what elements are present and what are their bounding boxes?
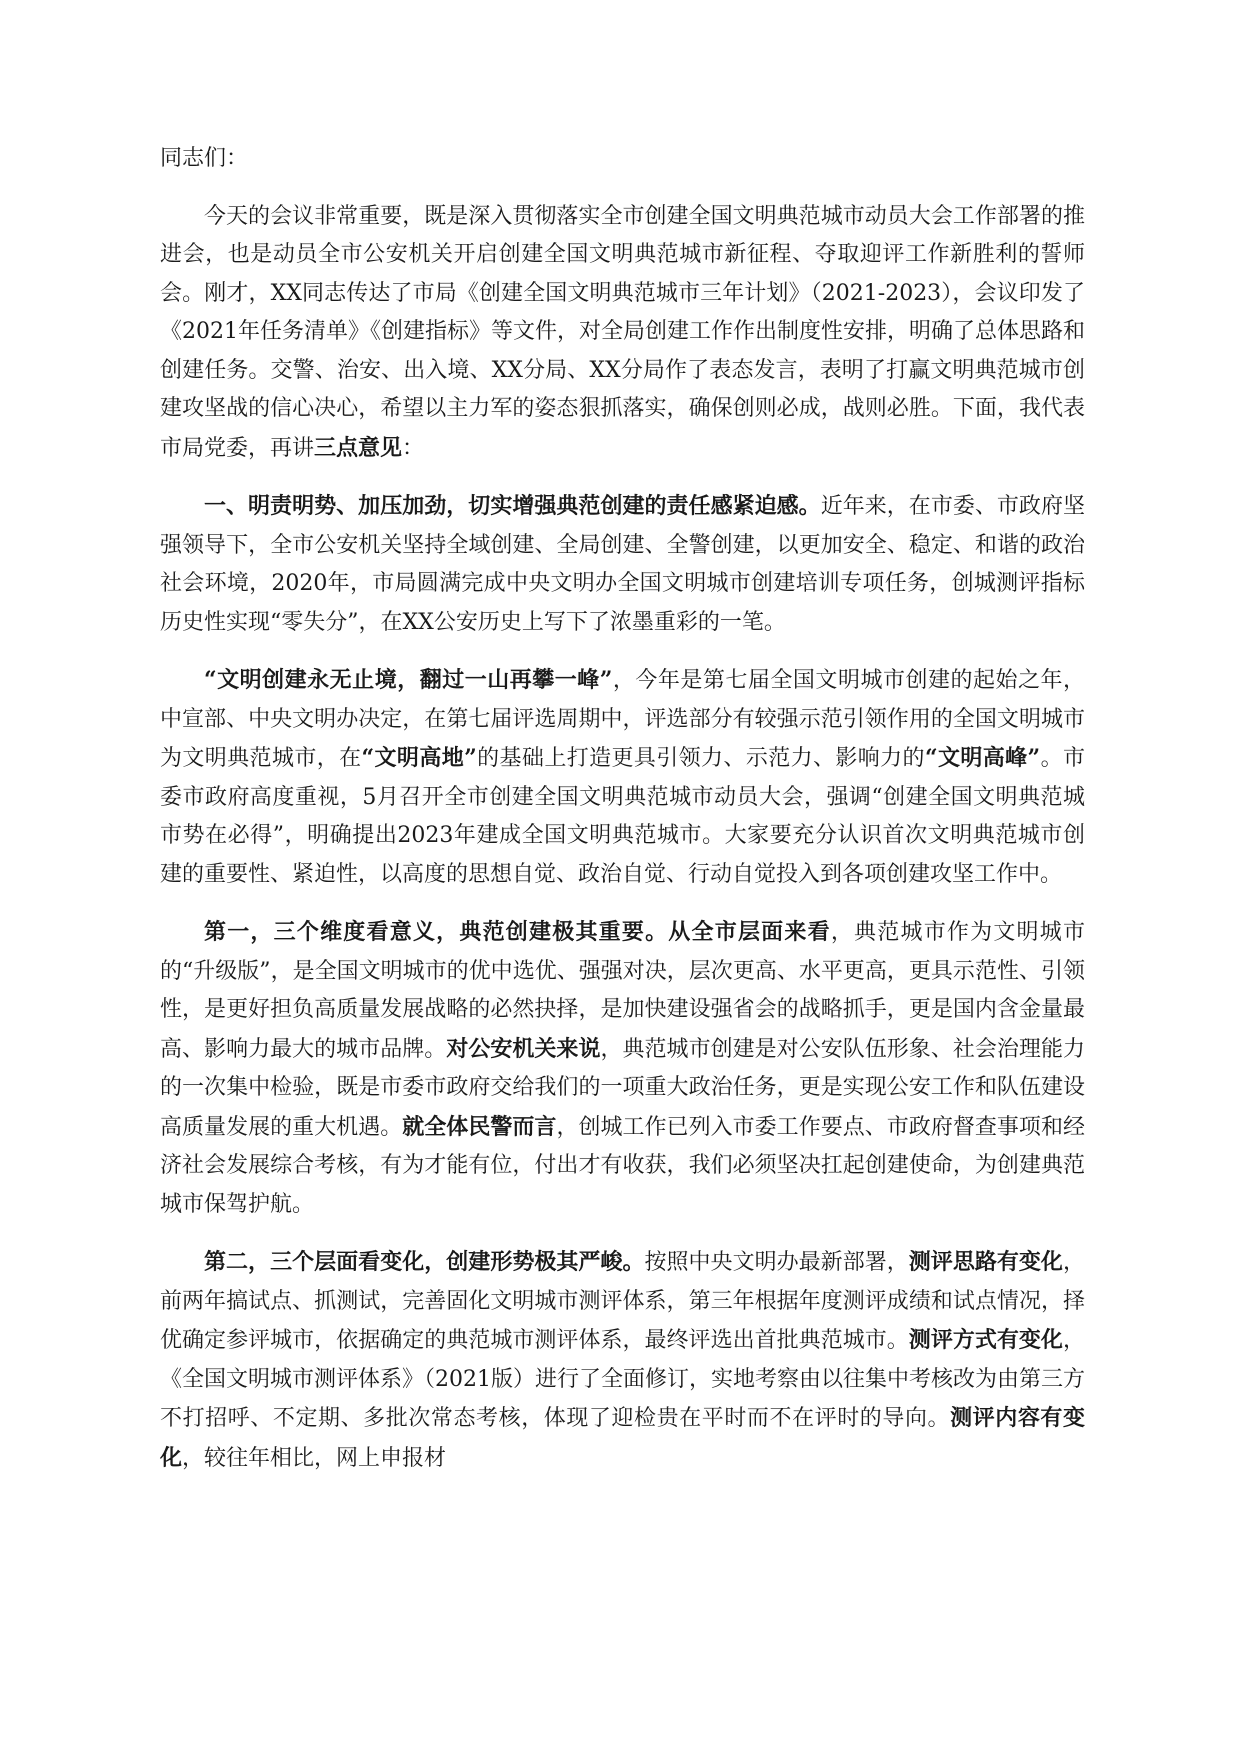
paragraph-text: 今天的会议非常重要，既是深入贯彻落实全市创建全国文明典范城市动员大会工作部署的推进会，也是动员全市公安机关开启创建全国文明典范城市新征程、夺取迎评工作新胜利的誓师会。刚才，XX同志传达了市局《创建全国文明典范城市三年计划》（2021-2023），会议印发了《2021年任务清单》《创建指标》等文件，对全局创建工作作出制度性安排，明确了总体思路和创建任务。交警、治安、出入境、XX分局、XX分局作了表态发言，表明了打赢文明典范城市创建攻坚战的信心决心，希望以主力军的姿态狠抓落实，确保创则必成，战则必胜。下面，我代表市局党委，再讲 xyxy=(160,203,1085,461)
bold-phrase: “文明高地” xyxy=(361,745,477,771)
paragraph-text: ，创城工作已列入市委工作要点、市政府督查事项和经济社会发展综合考核，有为才能有位，付出才有收获，我们必须坚决扛起创建使命，为创建典范城市保驾护航。 xyxy=(160,1114,1085,1217)
bold-phrase: 测评方式有变化 xyxy=(908,1327,1063,1353)
paragraph-text: 近年来，在市委、市政府坚强领导下，全市公安机关坚持全域创建、全局创建、全警创建，以更加安全、稳定、和谐的政治社会环境，2020年，市局圆满完成中央文明办全国文明城市创建培训专项任务，创城测评指标历史性实现“零失分”，在XX公安历史上写下了浓墨重彩的一笔。 xyxy=(160,494,1085,635)
bold-phrase: “文明创建永无止境，翻过一山再攀一峰” xyxy=(204,667,613,693)
subsection-heading: 第一，三个维度看意义，典范创建极其重要。从全市层面来看 xyxy=(204,919,831,945)
bold-phrase: 对公安机关来说 xyxy=(446,1035,601,1062)
section-heading: 一、明责明势、加压加劲，切实增强典范创建的责任感紧迫感。 xyxy=(204,493,821,519)
paragraph-4 xyxy=(160,913,1085,1224)
paragraph-1 xyxy=(160,198,1085,469)
bold-phrase: “文明高峰” xyxy=(924,745,1041,771)
paragraph-text: ，较往年相比，网上申报材 xyxy=(182,1445,447,1471)
paragraph-text: 的基础上打造更具引领力、示范力、影响力的 xyxy=(476,746,925,771)
paragraph-text: ，今年是第七届全国文明城市创建的起始之年，中宣部、中央文明办决定，在第七届评选周期中，评选部分有较强示范引领作用的全国文明城市为文明典范城市，在 xyxy=(160,668,1085,771)
paragraph-text: ，《全国文明城市测评体系》（2021版）进行了全面修订，实地考察由以往集中考核改为由第三方不打招呼、不定期、多批次常态考核，体现了迎检贵在平时而不在评时的导向。 xyxy=(160,1328,1085,1431)
subsection-heading: 第二，三个层面看变化，创建形势极其严峻。 xyxy=(204,1249,645,1275)
paragraph-text: 按照中央文明办最新部署， xyxy=(644,1250,909,1275)
paragraph-text: ，前两年搞试点、抓测试，完善固化文明城市测评体系，第三年根据年度测评成绩和试点情况，择优确定参评城市，依据确定的典范城市测评体系，最终评选出首批典范城市。 xyxy=(160,1250,1085,1353)
salutation: 同志们： xyxy=(160,146,249,171)
paragraph-text: ，典范城市创建是对公安队伍形象、社会治理能力的一次集中检验，既是市委市政府交给我们的一项重大政治任务，更是实现公安工作和队伍建设高质量发展的重大机遇。 xyxy=(160,1036,1085,1140)
bold-phrase: 测评内容有变化 xyxy=(160,1405,1085,1471)
paragraph-5 xyxy=(160,1243,1085,1478)
paragraph-text: 。市委市政府高度重视，5月召开全市创建全国文明典范城市动员大会，强调“创建全国文明典范城市势在必得”，明确提出2023年建成全国文明典范城市。大家要充分认识首次文明典范城市创建的重要性、紧迫性，以高度的思想自觉、政治自觉、行动自觉投入到各项创建攻坚工作中。 xyxy=(160,746,1085,887)
paragraph-2 xyxy=(160,487,1085,642)
paragraph-text: ，典范城市作为文明城市的“升级版”，是全国文明城市的优中选优、强强对决，层次更高、水平更高，更具示范性、引领性，是更好担负高质量发展战略的必然抉择，是加快建设强省会的战略抓手，更是国内含金量最高、影响力最大的城市品牌。 xyxy=(160,920,1085,1062)
bold-phrase: 就全体民警而言 xyxy=(402,1113,557,1140)
paragraph-3 xyxy=(160,661,1085,894)
bold-phrase: 测评思路有变化 xyxy=(908,1249,1063,1275)
bold-phrase: 三点意见 xyxy=(314,434,403,461)
paragraph-text: ： xyxy=(402,435,425,461)
document-page xyxy=(160,140,1085,1497)
